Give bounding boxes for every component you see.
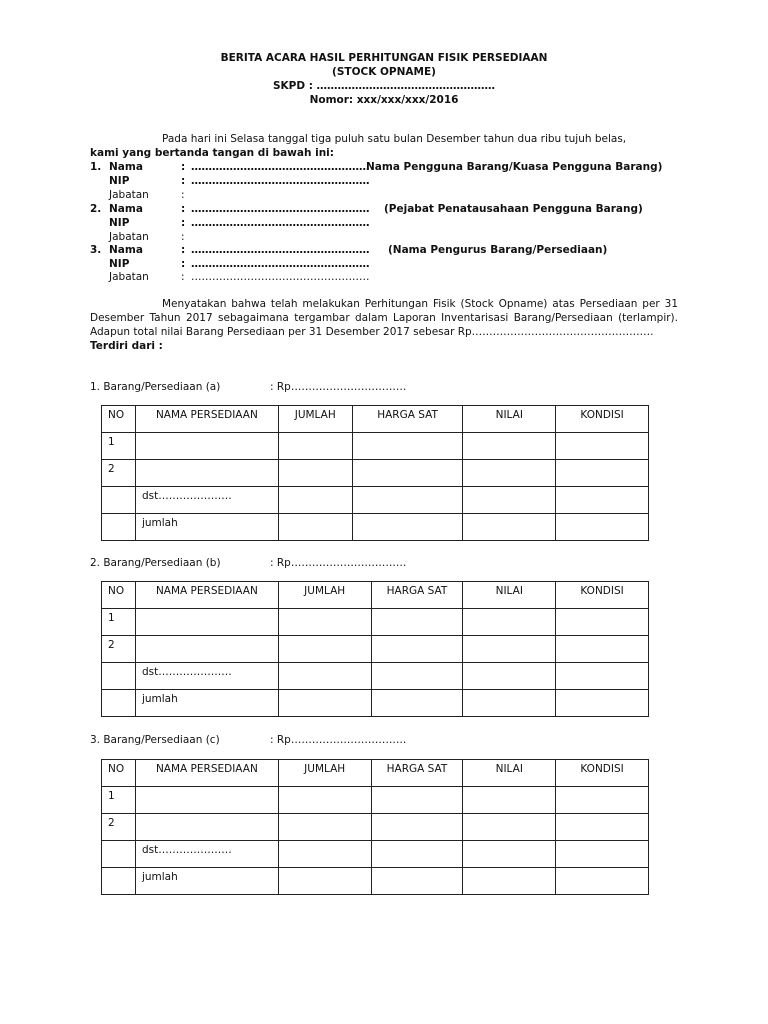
table-header-row — [102, 760, 649, 787]
cell-name — [135, 460, 278, 487]
cell — [278, 787, 371, 814]
signatory-label: NIP — [109, 217, 130, 229]
signatory-label: Jabatan — [109, 189, 149, 201]
cell — [278, 868, 371, 895]
cell — [278, 663, 371, 690]
cell — [463, 514, 556, 541]
cell-no — [102, 690, 136, 717]
section-rp: : Rp…………………………… — [270, 734, 407, 746]
col-no-header: NO — [102, 582, 136, 609]
table-row — [102, 690, 649, 717]
signatory-role: Nama Pengguna Barang/Kuasa Pengguna Barang) — [366, 161, 663, 173]
cell-name: jumlah — [135, 514, 278, 541]
cell-no: 2 — [102, 460, 136, 487]
signatory-colon: : — [181, 189, 185, 201]
col-value-header: NILAI — [463, 760, 556, 787]
col-qty-header: JUMLAH — [278, 760, 371, 787]
cell — [556, 609, 649, 636]
cell — [278, 433, 352, 460]
cell — [278, 636, 371, 663]
intro-line-2: kami yang bertanda tangan di bawah ini: — [90, 147, 334, 159]
signatory-value: …………………………………………… — [191, 161, 370, 173]
signatory-colon: : — [181, 217, 186, 229]
table-row — [102, 514, 649, 541]
cell — [371, 841, 463, 868]
table-header-row — [102, 582, 649, 609]
section-heading — [90, 557, 407, 569]
inventory-table — [101, 405, 649, 541]
cell-no: 1 — [102, 433, 136, 460]
section-rp: : Rp…………………………… — [270, 557, 407, 569]
cell — [463, 787, 556, 814]
signatory-label: Nama — [109, 161, 143, 173]
signatory-label: Nama — [109, 244, 143, 256]
section-title: 3. Barang/Persediaan (c) — [90, 734, 220, 746]
cell — [352, 487, 463, 514]
signatory-colon: : — [181, 231, 185, 243]
section-rp: : Rp…………………………… — [270, 381, 407, 393]
signatory-role: (Nama Pengurus Barang/Persediaan) — [388, 244, 608, 256]
cell — [278, 487, 352, 514]
cell — [463, 460, 556, 487]
col-name-header: NAMA PERSEDIAAN — [135, 406, 278, 433]
signatory-label: NIP — [109, 175, 130, 187]
table-row — [102, 487, 649, 514]
signatory-role: (Pejabat Penatausahaan Pengguna Barang) — [384, 203, 643, 215]
col-condition-header: KONDISI — [556, 760, 649, 787]
signatory-value: …………………………………………… — [191, 258, 370, 270]
cell — [463, 663, 556, 690]
cell — [278, 514, 352, 541]
table-row — [102, 433, 649, 460]
cell — [463, 487, 556, 514]
cell-no — [102, 663, 136, 690]
table-row — [102, 868, 649, 895]
cell-name — [135, 636, 278, 663]
cell-no: 1 — [102, 609, 136, 636]
cell — [278, 460, 352, 487]
cell — [371, 787, 463, 814]
cell — [556, 636, 649, 663]
table-row — [102, 636, 649, 663]
table-row — [102, 787, 649, 814]
cell-name — [135, 787, 278, 814]
section-heading — [90, 734, 407, 746]
cell — [463, 609, 556, 636]
cell-no — [102, 841, 136, 868]
signatory-value: …………………………………………… — [191, 271, 370, 283]
signatory-colon: : — [181, 161, 186, 173]
cell — [463, 841, 556, 868]
signatory-value: …………………………………………… — [191, 175, 370, 187]
signatory-value: …………………………………………… — [191, 203, 370, 215]
cell — [463, 690, 556, 717]
signatory-colon: : — [181, 203, 186, 215]
cell — [556, 663, 649, 690]
intro-paragraph — [90, 132, 678, 160]
statement-paragraph — [90, 297, 678, 353]
cell-no: 2 — [102, 814, 136, 841]
cell — [278, 841, 371, 868]
table-row — [102, 814, 649, 841]
cell — [556, 814, 649, 841]
cell — [371, 636, 463, 663]
signatory-value: …………………………………………… — [191, 217, 370, 229]
cell — [463, 636, 556, 663]
col-qty-header: JUMLAH — [278, 582, 371, 609]
cell-no: 1 — [102, 787, 136, 814]
cell — [463, 814, 556, 841]
table-row — [102, 460, 649, 487]
cell — [463, 433, 556, 460]
cell — [371, 814, 463, 841]
cell — [352, 433, 463, 460]
signatory-colon: : — [181, 244, 186, 256]
table-row — [102, 609, 649, 636]
cell — [352, 460, 463, 487]
cell — [556, 433, 649, 460]
signatory-label: Nama — [109, 203, 143, 215]
col-value-header: NILAI — [463, 582, 556, 609]
cell-name: jumlah — [135, 868, 278, 895]
cell — [371, 690, 463, 717]
cell — [463, 868, 556, 895]
col-value-header: NILAI — [463, 406, 556, 433]
cell-no — [102, 487, 136, 514]
cell-name — [135, 814, 278, 841]
signatory-colon: : — [181, 258, 186, 270]
cell — [278, 690, 371, 717]
col-condition-header: KONDISI — [556, 406, 649, 433]
signatory-colon: : — [181, 175, 186, 187]
inventory-table — [101, 581, 649, 717]
col-name-header: NAMA PERSEDIAAN — [135, 582, 278, 609]
document-title: BERITA ACARA HASIL PERHITUNGAN FISIK PERSEDIAAN — [220, 52, 548, 64]
cell-no — [102, 868, 136, 895]
cell — [371, 868, 463, 895]
signatory-number: 2. — [90, 203, 102, 215]
document-number: Nomor: xxx/xxx/xxx/2016 — [309, 94, 459, 106]
cell — [556, 841, 649, 868]
table-header-row — [102, 406, 649, 433]
cell-no — [102, 514, 136, 541]
cell — [278, 814, 371, 841]
col-qty-header: JUMLAH — [278, 406, 352, 433]
signatory-colon: : — [181, 271, 185, 283]
cell-name: dst………………… — [135, 841, 278, 868]
document-subtitle: (STOCK OPNAME) — [332, 66, 436, 78]
col-name-header: NAMA PERSEDIAAN — [135, 760, 278, 787]
cell — [556, 460, 649, 487]
col-no-header: NO — [102, 406, 136, 433]
cell — [278, 609, 371, 636]
intro-line-1: Pada hari ini Selasa tanggal tiga puluh satu bulan Desember tahun dua ribu tujuh belas, — [162, 133, 627, 145]
signatory-label: Jabatan — [109, 271, 149, 283]
section-title: 1. Barang/Persediaan (a) — [90, 381, 221, 393]
signatory-label: NIP — [109, 258, 130, 270]
col-condition-header: KONDISI — [556, 582, 649, 609]
cell — [556, 487, 649, 514]
cell — [556, 690, 649, 717]
cell-name: dst………………… — [135, 487, 278, 514]
cell-name — [135, 609, 278, 636]
col-price-header: HARGA SAT — [371, 760, 463, 787]
col-no-header: NO — [102, 760, 136, 787]
cell — [371, 609, 463, 636]
inventory-table — [101, 759, 649, 895]
cell-name — [135, 433, 278, 460]
col-price-header: HARGA SAT — [352, 406, 463, 433]
section-heading — [90, 381, 407, 393]
col-price-header: HARGA SAT — [371, 582, 463, 609]
signatory-label: Jabatan — [109, 231, 149, 243]
cell-name: dst………………… — [135, 663, 278, 690]
section-title: 2. Barang/Persediaan (b) — [90, 557, 221, 569]
signatory-value: …………………………………………… — [191, 244, 370, 256]
cell-no: 2 — [102, 636, 136, 663]
signatory-number: 3. — [90, 244, 102, 256]
cell — [556, 787, 649, 814]
terdiri-label: Terdiri dari : — [90, 340, 163, 352]
statement-text: Menyatakan bahwa telah melakukan Perhitungan Fisik (Stock Opname) atas Persediaan per 31 Desember Tahun 2017 sebagaimana tergambar dalam Laporan Inventarisasi Barang/Persediaan (terlampir). Adapun total nilai Barang Persediaan per 31 Desember 2017 sebesar Rp……………………………………………. — [90, 298, 678, 338]
cell — [352, 514, 463, 541]
cell — [556, 868, 649, 895]
table-row — [102, 841, 649, 868]
cell — [371, 663, 463, 690]
table-row — [102, 663, 649, 690]
cell-name: jumlah — [135, 690, 278, 717]
skpd-line: SKPD : …………………………………………… — [272, 80, 496, 92]
signatory-number: 1. — [90, 161, 102, 173]
cell — [556, 514, 649, 541]
